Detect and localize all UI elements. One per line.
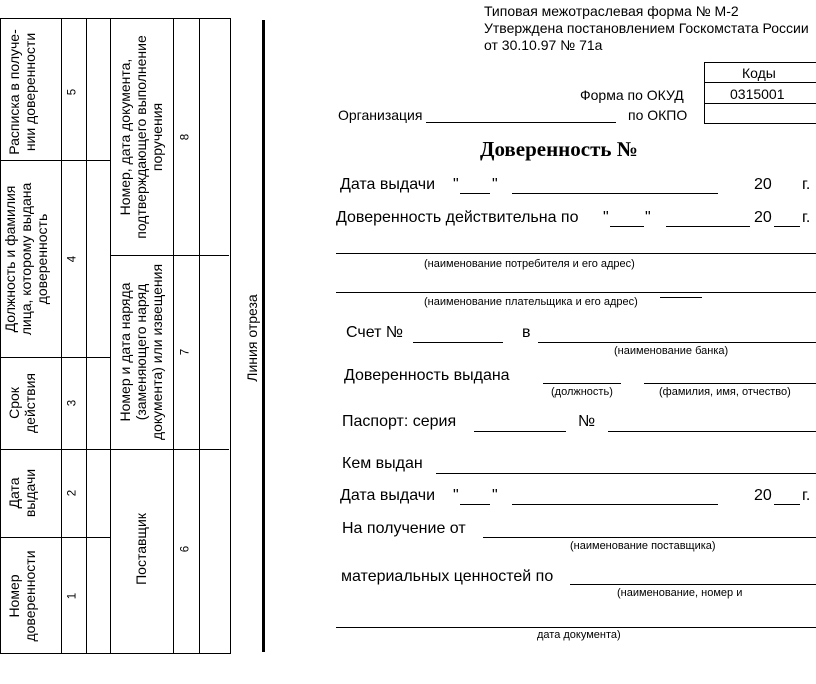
valuables-field[interactable] (570, 584, 816, 585)
passport-label: Паспорт: серия (342, 413, 457, 430)
cut-line-label: Линия отреза (243, 294, 260, 382)
stub-number-1: 1 (66, 592, 79, 600)
stub-header-confirm: Номер, дата документа, подтверждающего выполнение поручения (116, 35, 166, 239)
in-label: в (522, 324, 531, 341)
stub-divider (199, 18, 200, 653)
stub-header-order: Номер и дата наряда (заменяющего наряд документа) или извещения (116, 263, 166, 441)
valuables-label: материальных ценностей по (341, 568, 554, 585)
year-prefix: 20 (754, 487, 772, 504)
okpo-label: по ОКПО (628, 107, 688, 123)
stub-header-term: Срок действия (5, 372, 38, 434)
okud-value: 0315001 (730, 86, 785, 102)
consumer-field[interactable] (336, 253, 816, 254)
stub-number-3: 3 (66, 399, 79, 407)
stub-divider (86, 18, 87, 653)
stub-header-date: Дата выдачи (5, 468, 38, 518)
quote-close: " (492, 487, 498, 504)
stub-row-divider (0, 160, 110, 161)
stub-row-divider (110, 255, 229, 256)
year-prefix: 20 (754, 176, 772, 193)
bank-caption: (наименование банка) (614, 345, 729, 357)
valid-month-field[interactable] (666, 226, 750, 227)
stub-number-5: 5 (66, 88, 79, 96)
codes-title: Коды (742, 65, 776, 81)
form-type-line3: от 30.10.97 № 71а (484, 37, 603, 53)
stub-number-6: 6 (179, 545, 192, 553)
stub-row-divider (0, 537, 110, 538)
issued-by-field[interactable] (436, 473, 816, 474)
issue-month-field[interactable] (512, 193, 718, 194)
year-prefix: 20 (754, 209, 772, 226)
stub-number-7: 7 (179, 348, 192, 356)
codes-row-divider (704, 103, 816, 104)
passport-number-field[interactable] (608, 431, 816, 432)
payer-caption: (наименование плательщика и его адрес) (424, 296, 638, 308)
issue-date2-label: Дата выдачи (340, 487, 436, 504)
stub-row-divider (0, 449, 110, 450)
form-type-line1: Типовая межотраслевая форма № М-2 (484, 3, 739, 19)
supplier-caption: (наименование поставщика) (570, 540, 716, 552)
org-field[interactable] (426, 122, 616, 123)
quote-close: " (645, 209, 651, 226)
quote-close: " (492, 176, 498, 193)
valid-year-field[interactable] (774, 226, 800, 227)
quote-open: " (453, 176, 459, 193)
position-field[interactable] (543, 383, 621, 384)
stub-divider (110, 18, 111, 653)
stub-header-person: Должность и фамилия лица, которому выдана доверенность (1, 182, 51, 336)
year-suffix: г. (802, 487, 811, 504)
quote-open: " (453, 487, 459, 504)
receive-from-label: На получение от (342, 520, 466, 537)
stub-number-2: 2 (66, 489, 79, 497)
passport-year-field[interactable] (774, 504, 800, 505)
stub-row-divider (110, 449, 229, 450)
stub-row-divider (0, 357, 110, 358)
bank-field[interactable] (538, 342, 816, 343)
form-type-line2: Утверждена постановлением Госкомстата России (484, 20, 809, 36)
issued-to-label: Доверенность выдана (344, 367, 510, 384)
year-suffix: г. (802, 209, 811, 226)
stub-header-supplier: Поставщик (132, 513, 149, 585)
stub-divider (61, 18, 62, 653)
payer-field[interactable] (336, 292, 816, 293)
quote-open: " (603, 209, 609, 226)
stub-number-8: 8 (179, 133, 192, 141)
doc-date-caption: дата документа) (537, 629, 621, 641)
passport-series-field[interactable] (474, 431, 566, 432)
stub-divider (173, 18, 174, 653)
name-caption: (фамилия, имя, отчество) (659, 386, 791, 398)
valid-day-field[interactable] (610, 226, 644, 227)
passport-day-field[interactable] (460, 504, 490, 505)
issued-by-label: Кем выдан (342, 455, 423, 472)
form-title: Доверенность № (480, 137, 638, 161)
cut-line (262, 20, 265, 652)
stub-number-4: 4 (66, 255, 79, 263)
number-sign: № (578, 413, 596, 430)
doc-date-field[interactable] (336, 627, 816, 628)
issue-date-label: Дата выдачи (340, 176, 436, 193)
full-name-field[interactable] (644, 383, 816, 384)
supplier-field[interactable] (483, 537, 816, 538)
issue-day-field[interactable] (460, 193, 490, 194)
year-suffix: г. (802, 176, 811, 193)
passport-month-field[interactable] (512, 504, 718, 505)
payer-extra-line (660, 297, 702, 298)
position-caption: (должность) (551, 386, 613, 398)
stub-header-number: Номер доверенности (5, 550, 38, 642)
org-label: Организация (338, 107, 423, 123)
valid-label: Доверенность действительна по (336, 209, 579, 226)
consumer-caption: (наименование потребителя и его адрес) (424, 258, 635, 270)
codes-row-divider (704, 82, 816, 83)
account-label: Счет № (346, 324, 404, 341)
stub-header-receipt: Расписка в получе- нии доверенности (5, 29, 38, 155)
account-field[interactable] (413, 342, 503, 343)
doc-caption: (наименование, номер и (617, 587, 743, 599)
okud-label: Форма по ОКУД (580, 87, 684, 103)
